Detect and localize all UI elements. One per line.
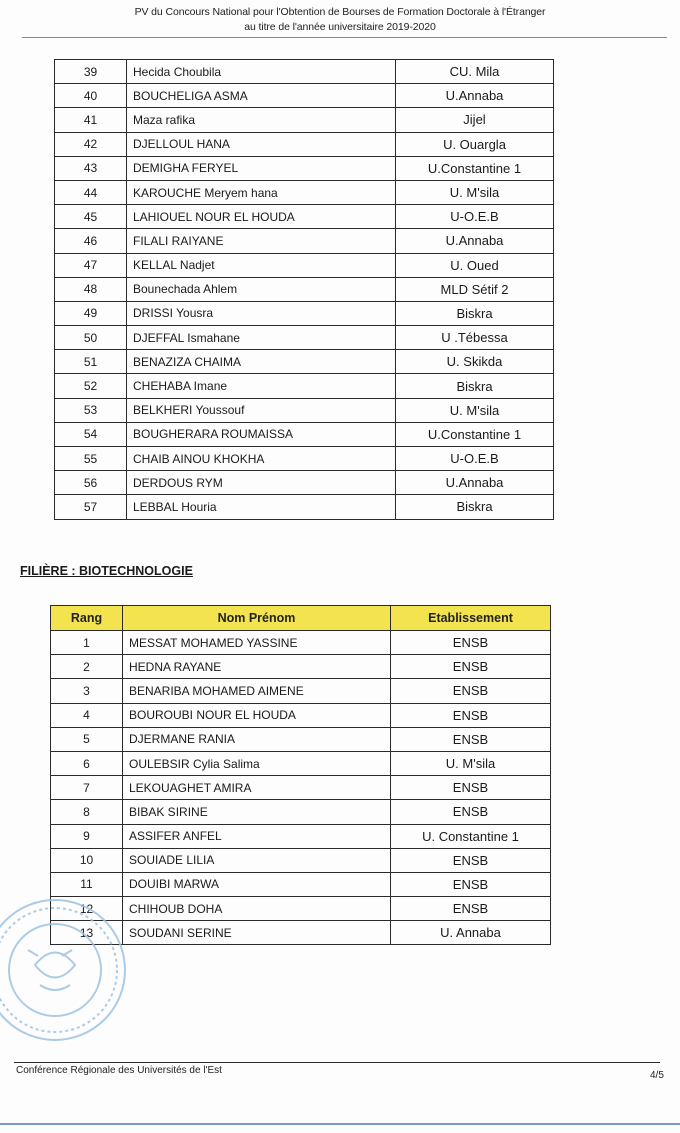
rank-cell: 10 [51, 848, 123, 872]
etab-cell: Biskra [396, 495, 554, 519]
name-cell: BELKHERI Youssouf [127, 398, 396, 422]
etab-cell: CU. Mila [396, 60, 554, 84]
table-row [55, 84, 554, 108]
name-cell: SOUDANI SERINE [123, 921, 391, 945]
name-cell: Bounechada Ahlem [127, 277, 396, 301]
rank-cell: 5 [51, 727, 123, 751]
name-cell: BOUROUBI NOUR EL HOUDA [123, 703, 391, 727]
table-header-row [51, 606, 551, 631]
rank-cell: 46 [55, 229, 127, 253]
rank-cell: 7 [51, 776, 123, 800]
etab-cell: U-O.E.B [396, 447, 554, 471]
name-cell: BIBAK SIRINE [123, 800, 391, 824]
name-cell: DOUIBI MARWA [123, 872, 391, 896]
name-cell: DJERMANE RANIA [123, 727, 391, 751]
official-stamp-icon [0, 895, 130, 1045]
rank-cell: 13 [51, 921, 123, 945]
name-cell: Maza rafika [127, 108, 396, 132]
ranking-table-continued [54, 59, 554, 520]
header-name: Nom Prénom [123, 606, 391, 631]
rank-cell: 12 [51, 897, 123, 921]
footer-rule [14, 1062, 660, 1063]
rank-cell: 49 [55, 301, 127, 325]
table-row [55, 108, 554, 132]
table-row [55, 495, 554, 519]
etab-cell: MLD Sétif 2 [396, 277, 554, 301]
name-cell: SOUIADE LILIA [123, 848, 391, 872]
rank-cell: 2 [51, 655, 123, 679]
table-row [55, 447, 554, 471]
table-row [51, 824, 551, 848]
table-row [51, 776, 551, 800]
etab-cell: Biskra [396, 374, 554, 398]
etab-cell: U-O.E.B [396, 205, 554, 229]
table-row [55, 398, 554, 422]
table-row [55, 471, 554, 495]
rank-cell: 52 [55, 374, 127, 398]
table-row [51, 800, 551, 824]
etab-cell: U. Ouargla [396, 132, 554, 156]
etab-cell: U.Constantine 1 [396, 422, 554, 446]
page-number: 4/5 [650, 1070, 664, 1081]
rank-cell: 51 [55, 350, 127, 374]
etab-cell: ENSB [391, 800, 551, 824]
etab-cell: ENSB [391, 703, 551, 727]
table-row [55, 253, 554, 277]
rank-cell: 42 [55, 132, 127, 156]
etab-cell: ENSB [391, 679, 551, 703]
name-cell: DRISSI Yousra [127, 301, 396, 325]
name-cell: LEKOUAGHET AMIRA [123, 776, 391, 800]
name-cell: CHAIB AINOU KHOKHA [127, 447, 396, 471]
table-row [55, 422, 554, 446]
etab-cell: U.Annaba [396, 471, 554, 495]
etab-cell: U. M'sila [396, 398, 554, 422]
rank-cell: 41 [55, 108, 127, 132]
table-row [55, 301, 554, 325]
name-cell: LEBBAL Houria [127, 495, 396, 519]
name-cell: KAROUCHE Meryem hana [127, 180, 396, 204]
section-title-biotechnologie: FILIÈRE : BIOTECHNOLOGIE [20, 564, 193, 578]
name-cell: HEDNA RAYANE [123, 655, 391, 679]
etab-cell: U .Tébessa [396, 326, 554, 350]
rank-cell: 50 [55, 326, 127, 350]
etab-cell: ENSB [391, 897, 551, 921]
etab-cell: U. M'sila [391, 751, 551, 775]
etab-cell: Biskra [396, 301, 554, 325]
etab-cell: U. Annaba [391, 921, 551, 945]
table-row [51, 703, 551, 727]
name-cell: LAHIOUEL NOUR EL HOUDA [127, 205, 396, 229]
name-cell: CHIHOUB DOHA [123, 897, 391, 921]
footer-institution: Conférence Régionale des Universités de l'Est [16, 1065, 222, 1076]
header-title: PV du Concours National pour l'Obtention de Bourses de Formation Doctorale à l'Étranger [134, 6, 546, 18]
table-row [55, 229, 554, 253]
rank-cell: 43 [55, 156, 127, 180]
table-row [55, 60, 554, 84]
rank-cell: 6 [51, 751, 123, 775]
bottom-rule [0, 1123, 680, 1125]
name-cell: DERDOUS RYM [127, 471, 396, 495]
name-cell: BENAZIZA CHAIMA [127, 350, 396, 374]
etab-cell: ENSB [391, 655, 551, 679]
header-rank: Rang [51, 606, 123, 631]
etab-cell: U. Oued [396, 253, 554, 277]
header-etab: Etablissement [391, 606, 551, 631]
name-cell: ASSIFER ANFEL [123, 824, 391, 848]
rank-cell: 8 [51, 800, 123, 824]
name-cell: DJELLOUL HANA [127, 132, 396, 156]
etab-cell: ENSB [391, 776, 551, 800]
rank-cell: 57 [55, 495, 127, 519]
table-row [51, 655, 551, 679]
table-row [55, 132, 554, 156]
table-row [55, 156, 554, 180]
rank-cell: 45 [55, 205, 127, 229]
name-cell: BOUCHELIGA ASMA [127, 84, 396, 108]
etab-cell: Jijel [396, 108, 554, 132]
name-cell: OULEBSIR Cylia Salima [123, 751, 391, 775]
name-cell: MESSAT MOHAMED YASSINE [123, 631, 391, 655]
table-row [55, 277, 554, 301]
table-row [55, 180, 554, 204]
etab-cell: U. M'sila [396, 180, 554, 204]
table-row [55, 326, 554, 350]
rank-cell: 48 [55, 277, 127, 301]
etab-cell: U.Annaba [396, 229, 554, 253]
etab-cell: U. Constantine 1 [391, 824, 551, 848]
name-cell: KELLAL Nadjet [127, 253, 396, 277]
rank-cell: 44 [55, 180, 127, 204]
rank-cell: 4 [51, 703, 123, 727]
etab-cell: U.Constantine 1 [396, 156, 554, 180]
rank-cell: 9 [51, 824, 123, 848]
table-row [51, 631, 551, 655]
name-cell: BENARIBA MOHAMED AIMENE [123, 679, 391, 703]
table-row [51, 727, 551, 751]
header-rule [22, 37, 667, 38]
rank-cell: 3 [51, 679, 123, 703]
name-cell: FILALI RAIYANE [127, 229, 396, 253]
table-row [51, 751, 551, 775]
name-cell: BOUGHERARA ROUMAISSA [127, 422, 396, 446]
name-cell: Hecida Choubila [127, 60, 396, 84]
rank-cell: 53 [55, 398, 127, 422]
etab-cell: ENSB [391, 727, 551, 751]
table-row [55, 374, 554, 398]
table-row [51, 679, 551, 703]
rank-cell: 1 [51, 631, 123, 655]
header-subtitle: au titre de l'année universitaire 2019-2020 [244, 21, 436, 33]
table-row [55, 350, 554, 374]
table-row [55, 205, 554, 229]
rank-cell: 40 [55, 84, 127, 108]
rank-cell: 39 [55, 60, 127, 84]
etab-cell: ENSB [391, 872, 551, 896]
etab-cell: U. Skikda [396, 350, 554, 374]
name-cell: DEMIGHA FERYEL [127, 156, 396, 180]
name-cell: DJEFFAL Ismahane [127, 326, 396, 350]
rank-cell: 54 [55, 422, 127, 446]
rank-cell: 56 [55, 471, 127, 495]
table-row [51, 872, 551, 896]
rank-cell: 55 [55, 447, 127, 471]
etab-cell: U.Annaba [396, 84, 554, 108]
etab-cell: ENSB [391, 631, 551, 655]
etab-cell: ENSB [391, 848, 551, 872]
table-row [51, 848, 551, 872]
rank-cell: 47 [55, 253, 127, 277]
rank-cell: 11 [51, 872, 123, 896]
name-cell: CHEHABA Imane [127, 374, 396, 398]
